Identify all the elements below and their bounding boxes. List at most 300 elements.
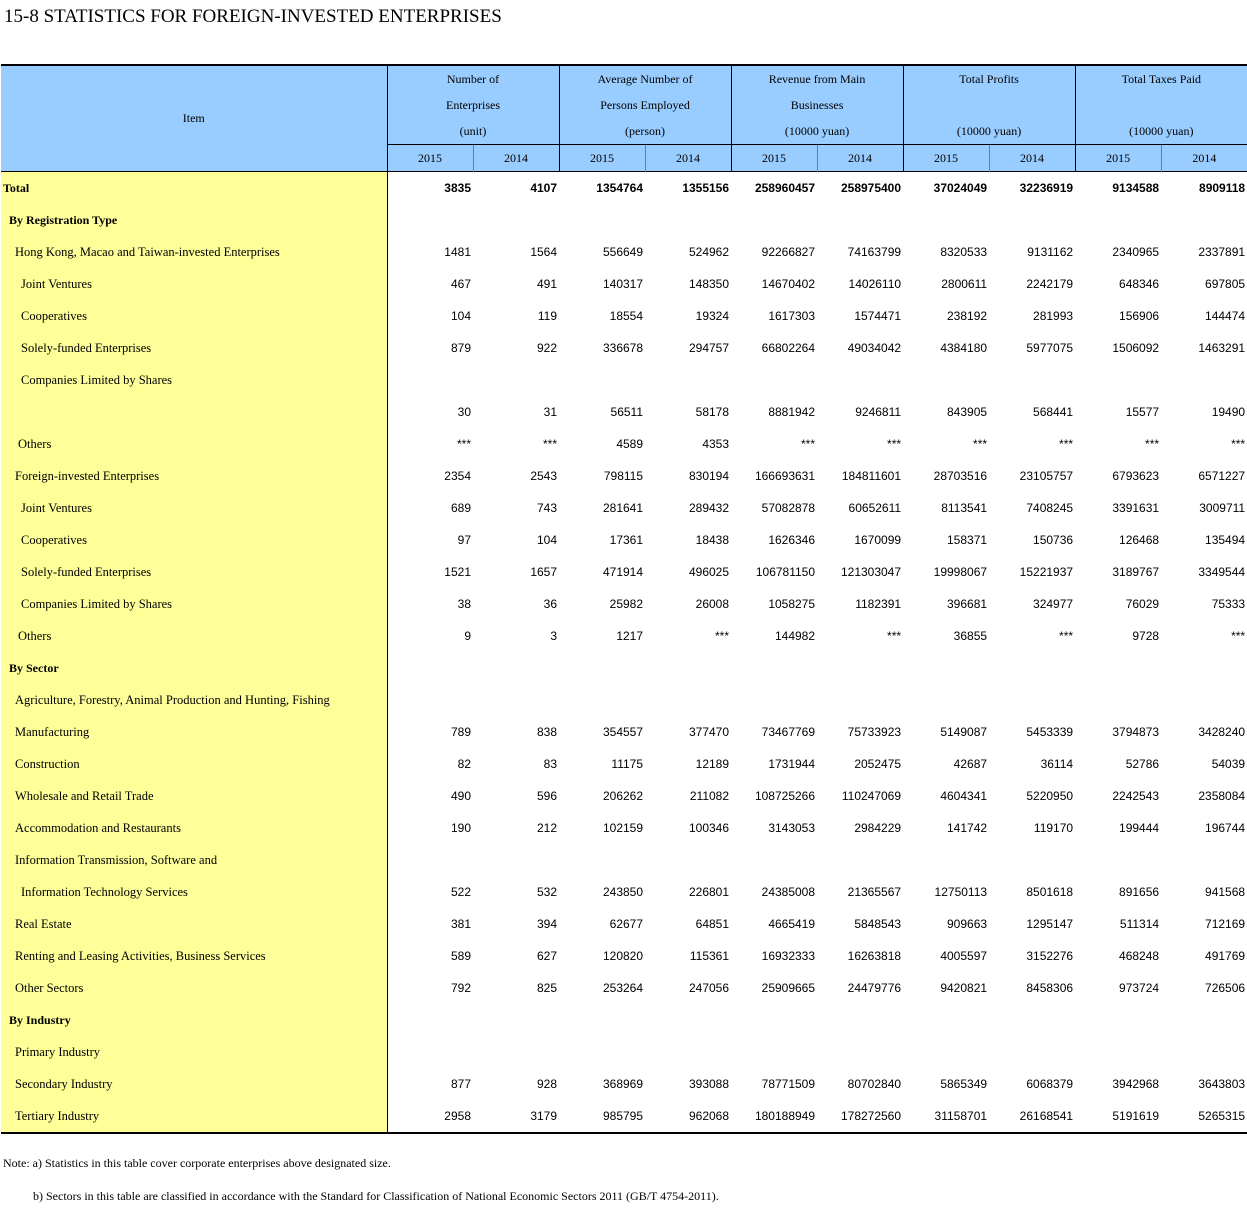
table-cell: ***: [801, 437, 816, 451]
table-row: [1, 332, 1247, 364]
year-header: 2014: [645, 145, 731, 172]
table-cell: 74163799: [847, 245, 902, 259]
table-cell: 5977075: [1026, 341, 1074, 355]
table-cell: 1626346: [768, 533, 816, 547]
table-cell: 110247069: [841, 789, 902, 803]
table-cell: 3794873: [1112, 725, 1160, 739]
table-cell: 80702840: [847, 1077, 902, 1091]
table-cell: [1161, 652, 1247, 684]
table-cell: [817, 652, 903, 684]
table-row: [1, 748, 1247, 780]
table-cell: 135494: [1205, 533, 1246, 547]
table-cell: 21365567: [847, 885, 902, 899]
table-cell: [817, 364, 903, 396]
table-cell: 377470: [688, 725, 730, 739]
year-header: 2015: [903, 145, 989, 172]
row-label: Joint Ventures: [1, 268, 387, 300]
table-cell: 2337891: [1198, 245, 1246, 259]
table-cell: [903, 684, 989, 716]
table-cell: 2242543: [1112, 789, 1160, 803]
table-cell: [1075, 1004, 1161, 1036]
table-cell: [559, 652, 645, 684]
year-header: 2015: [387, 145, 473, 172]
table-cell: 26168541: [989, 1100, 1075, 1133]
table-cell: 825: [536, 981, 558, 995]
table-cell: 17361: [609, 533, 644, 547]
table-cell: 258960457: [731, 172, 817, 205]
table-cell: 15221937: [1019, 565, 1074, 579]
note-b: b) Sectors in this table are classified in accordance with the Standard for Classification of National Economic Sectors 2011 (GB/T 4754-2011).: [33, 1189, 719, 1203]
table-cell: 3143053: [768, 821, 816, 835]
row-label: Agriculture, Forestry, Animal Production and Hunting, Fishing: [1, 684, 387, 716]
row-label: By Industry: [1, 1004, 387, 1036]
table-row: [1, 812, 1247, 844]
table-cell: 52786: [1125, 757, 1160, 771]
table-cell: 119: [537, 309, 558, 323]
table-cell: [559, 684, 645, 716]
table-cell: 697805: [1205, 277, 1246, 291]
table-cell: ***: [887, 629, 902, 643]
table-cell: 3942968: [1112, 1077, 1160, 1091]
table-row: [1, 908, 1247, 940]
table-cell: 32236919: [989, 172, 1075, 205]
table-cell: 16263818: [847, 949, 902, 963]
table-cell: 8909118: [1161, 172, 1247, 205]
table-cell: ***: [1059, 629, 1074, 643]
table-cell: 838: [536, 725, 558, 739]
table-cell: 54039: [1211, 757, 1246, 771]
table-cell: 119170: [1033, 821, 1074, 835]
table-cell: 180188949: [731, 1100, 817, 1133]
table-cell: 467: [450, 277, 471, 291]
row-label: Renting and Leasing Activities, Business Services: [1, 940, 387, 972]
table-cell: 2340965: [1112, 245, 1160, 259]
table-cell: 4005597: [940, 949, 988, 963]
table-cell: 28703516: [933, 469, 988, 483]
table-cell: [731, 364, 817, 396]
table-cell: 82: [457, 757, 471, 771]
table-cell: 108725266: [754, 789, 816, 803]
table-cell: 12189: [695, 757, 730, 771]
table-body: [1, 172, 1247, 1134]
table-cell: 102159: [602, 821, 644, 835]
table-cell: 9246811: [855, 405, 902, 419]
table-cell: 830194: [688, 469, 730, 483]
table-cell: 289432: [688, 501, 730, 515]
table-cell: 496025: [688, 565, 730, 579]
table-cell: [903, 364, 989, 396]
table-cell: 726506: [1205, 981, 1246, 995]
table-cell: 8320533: [940, 245, 988, 259]
table-cell: 589: [450, 949, 471, 963]
table-cell: 522: [450, 885, 471, 899]
row-label: By Sector: [1, 652, 387, 684]
table-cell: 97: [457, 533, 471, 547]
table-cell: 1058275: [768, 597, 816, 611]
table-cell: 511314: [1119, 917, 1160, 931]
header-persons-employed: Average Number of Persons Employed (person): [559, 65, 731, 145]
table-cell: 6571227: [1198, 469, 1246, 483]
table-row: [1, 684, 1247, 716]
table-cell: 879: [450, 341, 471, 355]
table-cell: 354557: [602, 725, 644, 739]
table-cell: 928: [536, 1077, 558, 1091]
table-cell: 38: [457, 597, 471, 611]
header-total-profits: Total Profits (10000 yuan): [903, 65, 1075, 145]
table-cell: 324977: [1033, 597, 1074, 611]
table-row: [1, 876, 1247, 908]
table-cell: [903, 1036, 989, 1068]
table-cell: 1564: [530, 245, 558, 259]
table-cell: 789: [450, 725, 471, 739]
table-row: [1, 588, 1247, 620]
table-cell: [645, 204, 731, 236]
table-row: [1, 652, 1247, 684]
table-cell: 36855: [953, 629, 988, 643]
table-cell: 973724: [1119, 981, 1160, 995]
table-row: [1, 268, 1247, 300]
table-cell: [645, 364, 731, 396]
table-cell: 4353: [702, 437, 730, 451]
table-cell: 491: [536, 277, 558, 291]
table-cell: [817, 1036, 903, 1068]
table-cell: 4589: [616, 437, 644, 451]
table-cell: 1355156: [645, 172, 731, 205]
table-cell: 178272560: [817, 1100, 903, 1133]
table-cell: 76029: [1125, 597, 1160, 611]
table-cell: 2958: [387, 1100, 473, 1133]
table-cell: 2984229: [854, 821, 902, 835]
table-cell: 3: [550, 629, 558, 643]
table-cell: 211082: [689, 789, 730, 803]
table-cell: ***: [715, 629, 730, 643]
table-cell: 66802264: [761, 341, 816, 355]
table-cell: 58178: [695, 405, 730, 419]
table-cell: [473, 652, 559, 684]
table-cell: 281993: [1033, 309, 1074, 323]
table-cell: ***: [1231, 629, 1246, 643]
row-label: Real Estate: [1, 908, 387, 940]
table-cell: 3391631: [1112, 501, 1160, 515]
table-cell: [387, 204, 473, 236]
row-label: Tertiary Industry: [1, 1100, 387, 1133]
table-cell: 394: [536, 917, 558, 931]
table-row: [1, 780, 1247, 812]
table-cell: [1075, 204, 1161, 236]
year-header: 2014: [1161, 145, 1247, 172]
table-cell: 64851: [695, 917, 730, 931]
row-label: Other Sectors: [1, 972, 387, 1004]
table-cell: 524962: [688, 245, 730, 259]
table-cell: 14026110: [848, 277, 902, 291]
table-cell: 36114: [1040, 757, 1074, 771]
table-cell: 2543: [530, 469, 558, 483]
table-cell: 381: [450, 917, 471, 931]
table-cell: 212: [536, 821, 558, 835]
table-cell: 6068379: [1026, 1077, 1074, 1091]
table-row: [1, 1004, 1247, 1036]
table-cell: 199444: [1119, 821, 1160, 835]
table-cell: 19998067: [933, 565, 988, 579]
note-a: Note: a) Statistics in this table cover corporate enterprises above designated size.: [3, 1156, 391, 1170]
table-cell: ***: [543, 437, 558, 451]
table-cell: [903, 844, 989, 876]
table-cell: 5149087: [940, 725, 988, 739]
table-row: [1, 364, 1247, 396]
table-cell: 5220950: [1026, 789, 1074, 803]
table-cell: 490: [450, 789, 471, 803]
table-cell: 31158701: [903, 1100, 989, 1133]
table-cell: 468248: [1119, 949, 1160, 963]
table-cell: 150736: [1033, 533, 1074, 547]
table-cell: 1217: [616, 629, 644, 643]
table-cell: 712169: [1205, 917, 1246, 931]
table-row: [1, 396, 1247, 428]
table-row: [1, 460, 1247, 492]
table-row: [1, 428, 1247, 460]
year-header: 2015: [559, 145, 645, 172]
table-cell: 18554: [609, 309, 644, 323]
table-row: [1, 172, 1247, 205]
table-cell: 909663: [947, 917, 988, 931]
table-cell: 2800611: [941, 277, 988, 291]
table-row: [1, 300, 1247, 332]
table-cell: [989, 652, 1075, 684]
table-cell: [731, 684, 817, 716]
table-cell: 8881942: [768, 405, 816, 419]
table-cell: 792: [450, 981, 471, 995]
table-cell: ***: [887, 437, 902, 451]
row-label: Manufacturing: [1, 716, 387, 748]
table-cell: 190: [450, 821, 471, 835]
table-cell: 627: [536, 949, 558, 963]
table-row: [1, 716, 1247, 748]
table-cell: 56511: [610, 405, 644, 419]
table-cell: [473, 844, 559, 876]
table-cell: 156906: [1119, 309, 1160, 323]
table-cell: 19324: [695, 309, 730, 323]
table-cell: 16932333: [761, 949, 816, 963]
table-cell: 1617303: [768, 309, 816, 323]
row-label: Information Technology Services: [1, 876, 387, 908]
table-cell: 648346: [1119, 277, 1160, 291]
item-column-header: Item: [1, 65, 387, 172]
year-header: 2015: [1075, 145, 1161, 172]
table-cell: [817, 1004, 903, 1036]
table-cell: 336678: [602, 341, 644, 355]
table-cell: [559, 364, 645, 396]
table-cell: [731, 844, 817, 876]
table-cell: 144982: [774, 629, 816, 643]
row-label: Cooperatives: [1, 300, 387, 332]
table-cell: [989, 844, 1075, 876]
table-cell: 1506092: [1112, 341, 1160, 355]
table-cell: 8501618: [1026, 885, 1074, 899]
table-cell: 3009711: [1199, 501, 1246, 515]
table-cell: [1161, 684, 1247, 716]
table-row: [1, 236, 1247, 268]
table-cell: 36: [543, 597, 558, 611]
table-cell: 3152276: [1026, 949, 1074, 963]
table-cell: [989, 1004, 1075, 1036]
table-cell: [645, 1036, 731, 1068]
table-cell: 1731944: [768, 757, 816, 771]
table-cell: 166693631: [754, 469, 816, 483]
table-cell: 294757: [688, 341, 730, 355]
table-cell: 104: [450, 309, 471, 323]
table-row: [1, 940, 1247, 972]
table-cell: 247056: [688, 981, 730, 995]
row-label: Others: [1, 620, 387, 652]
table-cell: 877: [450, 1077, 471, 1091]
table-cell: 126468: [1119, 533, 1160, 547]
table-cell: [473, 204, 559, 236]
table-cell: 253264: [602, 981, 644, 995]
table-row: [1, 972, 1247, 1004]
table-cell: 9728: [1132, 629, 1160, 643]
table-cell: ***: [456, 437, 471, 451]
table-cell: 9: [464, 629, 471, 643]
table-cell: [903, 1004, 989, 1036]
table-cell: 568441: [1033, 405, 1074, 419]
table-cell: [559, 1036, 645, 1068]
table-cell: 6793623: [1112, 469, 1160, 483]
table-cell: 689: [450, 501, 471, 515]
table-cell: 3835: [387, 172, 473, 205]
table-cell: 62677: [609, 917, 644, 931]
table-cell: [731, 652, 817, 684]
row-label: Joint Ventures: [1, 492, 387, 524]
table-cell: [645, 1004, 731, 1036]
table-cell: 120820: [602, 949, 644, 963]
table-cell: [989, 1036, 1075, 1068]
year-header: 2014: [817, 145, 903, 172]
table-cell: 5848543: [854, 917, 902, 931]
row-label: Hong Kong, Macao and Taiwan-invested Enterprises: [1, 236, 387, 268]
table-cell: 19490: [1211, 405, 1246, 419]
row-label: [1, 396, 387, 428]
row-label: Foreign-invested Enterprises: [1, 460, 387, 492]
table-row: [1, 556, 1247, 588]
row-label: Wholesale and Retail Trade: [1, 780, 387, 812]
table-cell: [1161, 844, 1247, 876]
table-cell: 9131162: [1027, 245, 1074, 259]
table-cell: 4604341: [940, 789, 988, 803]
row-label: Construction: [1, 748, 387, 780]
table-cell: 5265315: [1161, 1100, 1247, 1133]
table-cell: [387, 1036, 473, 1068]
table-cell: [645, 684, 731, 716]
header-total-taxes: Total Taxes Paid (10000 yuan): [1075, 65, 1247, 145]
table-cell: 3643803: [1198, 1077, 1246, 1091]
table-cell: 4107: [473, 172, 559, 205]
table-cell: ***: [1231, 437, 1246, 451]
table-cell: 140317: [602, 277, 644, 291]
table-cell: [387, 684, 473, 716]
table-cell: [1161, 1036, 1247, 1068]
table-cell: [903, 204, 989, 236]
table-cell: ***: [1059, 437, 1074, 451]
table-cell: 491769: [1205, 949, 1246, 963]
table-cell: 985795: [559, 1100, 645, 1133]
row-label: Information Transmission, Software and: [1, 844, 387, 876]
table-cell: [731, 1004, 817, 1036]
table-cell: 158371: [947, 533, 988, 547]
table-cell: [1075, 652, 1161, 684]
table-row: [1, 844, 1247, 876]
table-cell: [1075, 1036, 1161, 1068]
table-cell: 2354: [444, 469, 471, 483]
table-cell: [817, 204, 903, 236]
table-cell: 104: [536, 533, 558, 547]
table-cell: 5865349: [940, 1077, 988, 1091]
table-cell: 2358084: [1198, 789, 1246, 803]
table-cell: 12750113: [934, 885, 988, 899]
table-cell: 1657: [530, 565, 558, 579]
table-cell: [817, 684, 903, 716]
table-cell: 25909665: [761, 981, 816, 995]
table-cell: 15577: [1125, 405, 1160, 419]
table-cell: 26008: [695, 597, 730, 611]
table-cell: 1574471: [854, 309, 902, 323]
table-cell: 9134588: [1075, 172, 1161, 205]
table-cell: 4665419: [768, 917, 816, 931]
table-cell: [1161, 364, 1247, 396]
table-cell: [559, 204, 645, 236]
row-label: Solely-funded Enterprises: [1, 332, 387, 364]
table-cell: 31: [543, 405, 558, 419]
table-cell: 5191619: [1075, 1100, 1161, 1133]
table-cell: 2242179: [1026, 277, 1074, 291]
table-row: [1, 1068, 1247, 1100]
table-cell: 184811601: [841, 469, 902, 483]
table-cell: 106781150: [755, 565, 816, 579]
table-cell: 18438: [695, 533, 730, 547]
table-cell: 24479776: [847, 981, 902, 995]
table-cell: 8113541: [941, 501, 988, 515]
table-cell: 75733923: [847, 725, 902, 739]
table-cell: 1295147: [1026, 917, 1074, 931]
table-cell: 4384180: [940, 341, 988, 355]
table-cell: [473, 1004, 559, 1036]
table-cell: 3179: [473, 1100, 559, 1133]
header-enterprises: Number of Enterprises (unit): [387, 65, 559, 145]
notes: [3, 1156, 719, 1204]
table-cell: 57082878: [761, 501, 816, 515]
table-cell: 14670402: [761, 277, 816, 291]
table-cell: 24385008: [761, 885, 816, 899]
table-cell: [1075, 364, 1161, 396]
row-label: Accommodation and Restaurants: [1, 812, 387, 844]
table-cell: [989, 364, 1075, 396]
table-cell: 471914: [602, 565, 644, 579]
table-cell: 148350: [688, 277, 730, 291]
table-row: [1, 620, 1247, 652]
table-cell: [559, 844, 645, 876]
table-cell: 73467769: [761, 725, 816, 739]
table-cell: 596: [536, 789, 558, 803]
table-cell: 1182391: [855, 597, 902, 611]
table-cell: 3428240: [1198, 725, 1246, 739]
table-cell: 891656: [1119, 885, 1160, 899]
table-cell: 1670099: [854, 533, 902, 547]
table-cell: 78771509: [761, 1077, 816, 1091]
row-label: Secondary Industry: [1, 1068, 387, 1100]
table-cell: 238192: [947, 309, 988, 323]
table-row: [1, 204, 1247, 236]
row-label: Solely-funded Enterprises: [1, 556, 387, 588]
table-cell: 83: [543, 757, 558, 771]
